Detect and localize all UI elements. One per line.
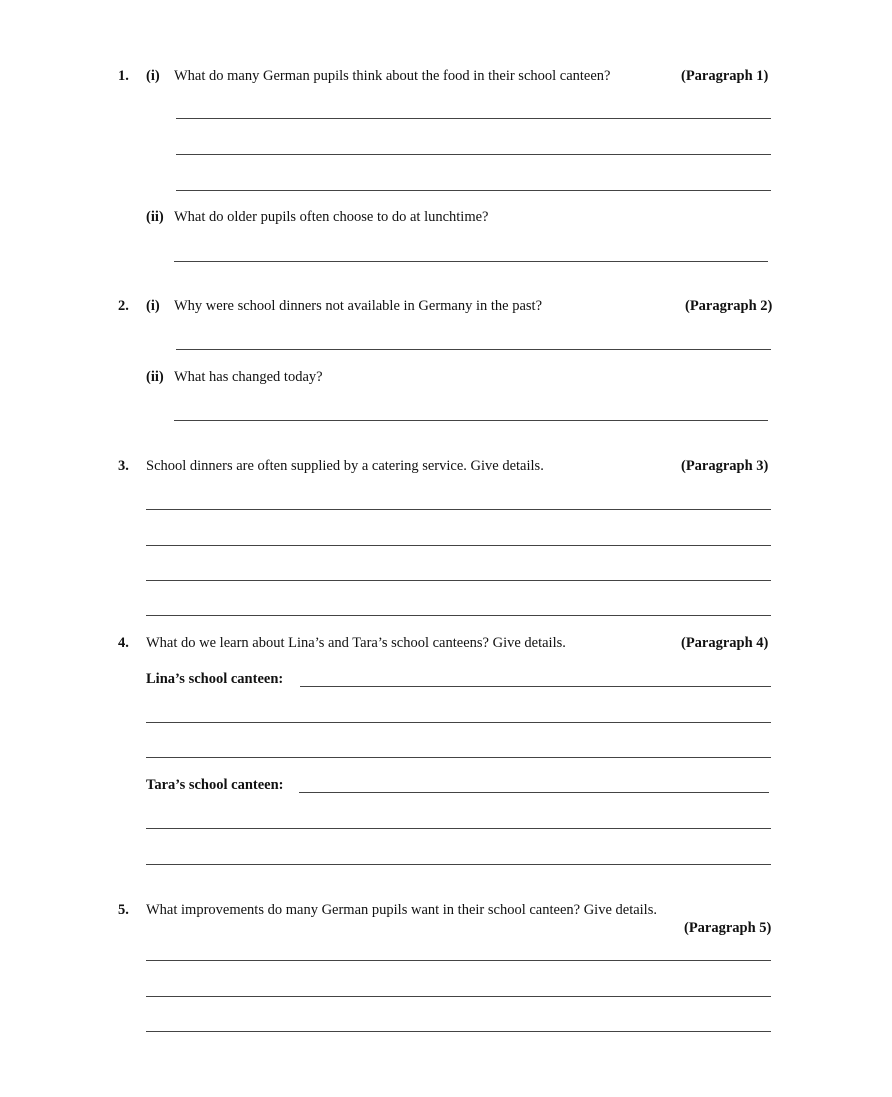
answer-line[interactable] (146, 509, 771, 510)
question-5-number: 5. (118, 902, 129, 918)
lina-canteen-label: Lina’s school canteen: (146, 671, 284, 687)
question-1-part-i-label: (i) (146, 68, 160, 84)
question-1-part-ii-label: (ii) (146, 209, 164, 225)
answer-line[interactable] (300, 686, 771, 687)
answer-line[interactable] (176, 154, 771, 155)
question-4-number: 4. (118, 635, 129, 651)
question-4-text: What do we learn about Lina’s and Tara’s school canteens? Give details. (146, 635, 566, 651)
question-3-text: School dinners are often supplied by a catering service. Give details. (146, 458, 544, 474)
answer-line[interactable] (174, 261, 768, 262)
answer-line[interactable] (146, 1031, 771, 1032)
answer-line[interactable] (174, 420, 768, 421)
question-1-part-ii-text: What do older pupils often choose to do at lunchtime? (174, 209, 489, 225)
question-1-number: 1. (118, 68, 129, 84)
question-2-number: 2. (118, 298, 129, 314)
question-4-paragraph-ref: (Paragraph 4) (681, 635, 769, 651)
question-2-part-ii-text: What has changed today? (174, 369, 323, 385)
answer-line[interactable] (146, 722, 771, 723)
question-1-part-i-text: What do many German pupils think about the food in their school canteen? (174, 68, 611, 84)
answer-line[interactable] (176, 349, 771, 350)
answer-line[interactable] (146, 828, 771, 829)
answer-line[interactable] (146, 864, 771, 865)
answer-line[interactable] (299, 792, 769, 793)
question-2-part-i-text: Why were school dinners not available in Germany in the past? (174, 298, 543, 314)
question-3-number: 3. (118, 458, 129, 474)
question-5-paragraph-ref: (Paragraph 5) (684, 920, 772, 936)
answer-line[interactable] (176, 190, 771, 191)
question-3-paragraph-ref: (Paragraph 3) (681, 458, 769, 474)
answer-line[interactable] (146, 545, 771, 546)
question-2-paragraph-ref: (Paragraph 2) (685, 298, 773, 314)
question-1-paragraph-ref: (Paragraph 1) (681, 68, 769, 84)
answer-line[interactable] (146, 615, 771, 616)
answer-line[interactable] (176, 118, 771, 119)
answer-line[interactable] (146, 960, 771, 961)
answer-line[interactable] (146, 996, 771, 997)
question-2-part-ii-label: (ii) (146, 369, 164, 385)
tara-canteen-label: Tara’s school canteen: (146, 777, 284, 793)
answer-line[interactable] (146, 757, 771, 758)
answer-line[interactable] (146, 580, 771, 581)
question-2-part-i-label: (i) (146, 298, 160, 314)
question-5-text: What improvements do many German pupils want in their school canteen? Give details. (146, 902, 657, 918)
